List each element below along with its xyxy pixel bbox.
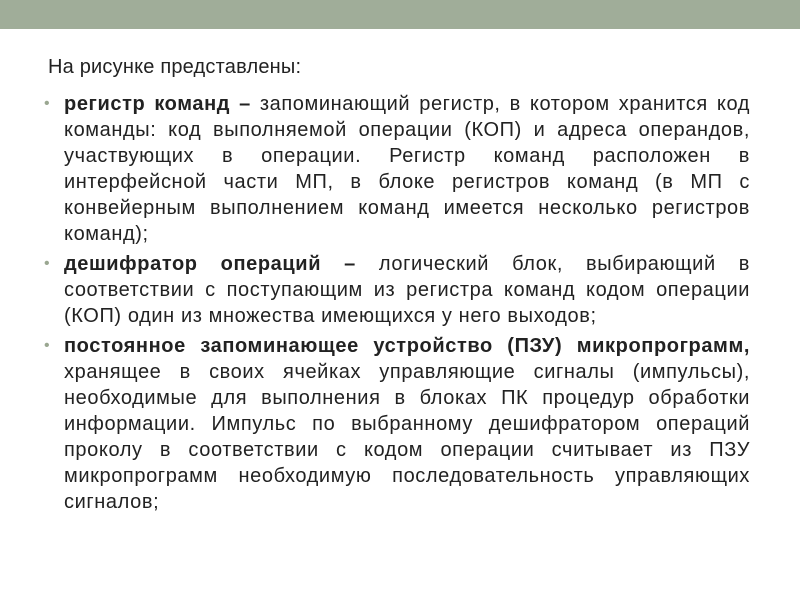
bullet-description: запоминающий регистр, в котором хранится код команды: код выполняемой операции (КОП) и адреса операндов, участвующих в операции. Регистр команд расположен в интерфейсной части МП, в блоке регистров команд (в МП с конвейерным выполнением команд имеется несколько регистров команд); <box>64 93 750 245</box>
bullet-icon: • <box>44 255 50 272</box>
bullet-paragraph <box>64 91 750 247</box>
bullet-paragraph <box>64 333 750 515</box>
header-band <box>0 0 800 29</box>
bullet-icon: • <box>44 337 50 354</box>
bullet-list <box>44 91 750 515</box>
slide-content <box>44 55 750 519</box>
bullet-term: постоянное запоминающее устройство (ПЗУ) микропрограмм, <box>64 335 750 357</box>
list-item <box>44 333 750 515</box>
list-item <box>44 251 750 329</box>
bullet-term: регистр команд – <box>64 93 251 115</box>
bullet-paragraph <box>64 251 750 329</box>
list-item <box>44 91 750 247</box>
bullet-term: дешифратор операций – <box>64 253 356 275</box>
bullet-description: логический блок, выбирающий в соответствии с поступающим из регистра команд кодом операции (КОП) один из множества имеющихся у него выходов; <box>64 253 750 327</box>
bullet-icon: • <box>44 95 50 112</box>
slide-intro: На рисунке представлены: <box>48 56 302 78</box>
bullet-description: хранящее в своих ячейках управляющие сигналы (импульсы), необходимые для выполнения в блоках ПК процедур обработки информации. Импульс по выбранному дешифратором операций проколу в соответствии с кодом операции считывает из ПЗУ микропрограмм необходимую последовательность управляющих сигналов; <box>64 361 750 513</box>
